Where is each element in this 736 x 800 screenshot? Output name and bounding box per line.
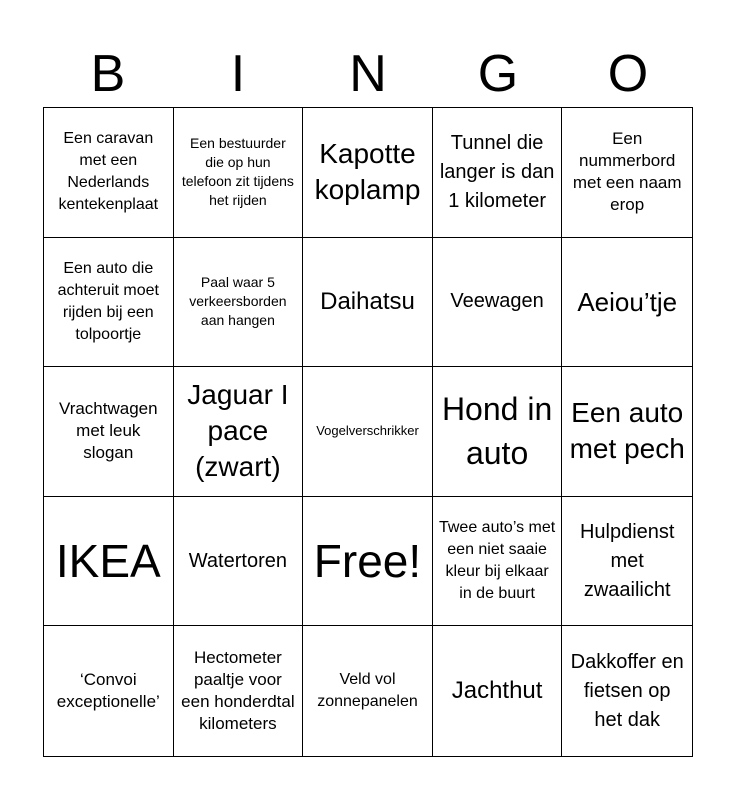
bingo-cell[interactable]: Dakkoffer en fietsen op het dak xyxy=(570,650,684,731)
bingo-grid xyxy=(43,107,693,757)
header-letter-n: N xyxy=(349,45,387,103)
bingo-cell[interactable]: Hulpdienst met zwaailicht xyxy=(562,497,692,627)
bingo-cell[interactable]: Kapotte koplamp xyxy=(303,108,433,238)
bingo-cell[interactable]: ‘Convoi exceptionelle’ xyxy=(44,626,174,756)
bingo-cell[interactable]: Hond in auto xyxy=(433,367,563,497)
bingo-cell[interactable]: Een auto die achteruit moet rijden bij een tolpoortje xyxy=(44,238,174,368)
free-space[interactable]: Free! xyxy=(303,497,433,627)
bingo-cell[interactable]: Vrachtwagen met leuk slogan xyxy=(44,367,174,497)
bingo-cell[interactable]: Daihatsu xyxy=(303,238,433,368)
header-letter-g: G xyxy=(477,45,519,103)
bingo-header xyxy=(43,40,693,108)
bingo-cell[interactable]: Jachthut xyxy=(433,626,563,756)
bingo-cell[interactable]: Watertoren xyxy=(174,497,304,627)
bingo-cell[interactable]: Vogelverschrikker xyxy=(303,367,433,497)
bingo-cell[interactable]: Twee auto’s met een niet saaie kleur bij elkaar in de buurt xyxy=(433,497,563,627)
header-letter-b: B xyxy=(90,45,126,103)
header-letter-o: O xyxy=(607,45,649,103)
bingo-cell[interactable]: Een nummerbord met een naam erop xyxy=(562,108,692,238)
bingo-cell[interactable]: Een caravan met een Nederlands kentekenplaat xyxy=(44,108,174,238)
bingo-cell[interactable]: Jaguar I pace (zwart) xyxy=(174,367,304,497)
bingo-cell[interactable]: Een auto met pech xyxy=(562,367,692,497)
bingo-cell[interactable]: Paal waar 5 verkeersborden aan hangen xyxy=(174,238,304,368)
bingo-cell[interactable]: Tunnel die langer is dan 1 kilometer xyxy=(433,108,563,238)
bingo-cell[interactable]: Veewagen xyxy=(433,238,563,368)
bingo-cell[interactable]: Een bestuurder die op hun telefoon zit tijdens het rijden xyxy=(174,108,304,238)
bingo-cell[interactable]: IKEA xyxy=(44,497,174,627)
bingo-cell[interactable]: Hectometer paaltje voor een honderdtal kilometers xyxy=(174,626,304,756)
bingo-cell[interactable]: Aeiou’tje xyxy=(562,238,692,368)
bingo-cell[interactable]: Veld vol zonnepanelen xyxy=(303,626,433,756)
header-letter-i: I xyxy=(230,45,246,103)
